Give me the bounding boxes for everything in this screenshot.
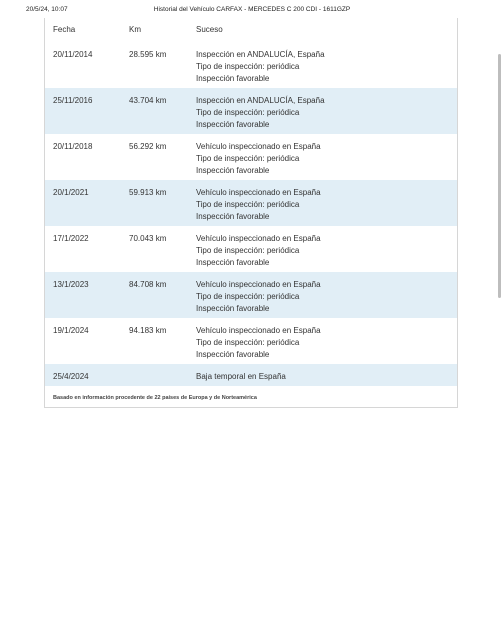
cell-km: 70.043 km xyxy=(129,234,167,243)
cell-suceso xyxy=(196,371,286,383)
cell-suceso xyxy=(196,325,321,361)
cell-suceso xyxy=(196,141,321,177)
header-km: Km xyxy=(129,25,141,34)
suceso-line: Tipo de inspección: periódica xyxy=(196,108,300,117)
suceso-line: Inspección favorable xyxy=(196,350,270,359)
cell-fecha: 25/4/2024 xyxy=(53,372,89,381)
cell-km: 94.183 km xyxy=(129,326,167,335)
suceso-line: Vehículo inspeccionado en España xyxy=(196,280,321,289)
cell-fecha: 13/1/2023 xyxy=(53,280,89,289)
table-row xyxy=(45,88,457,134)
suceso-line: Inspección favorable xyxy=(196,120,270,129)
history-table xyxy=(44,18,458,408)
cell-fecha: 19/1/2024 xyxy=(53,326,89,335)
suceso-line: Inspección favorable xyxy=(196,74,270,83)
suceso-line: Vehículo inspeccionado en España xyxy=(196,234,321,243)
cell-suceso xyxy=(196,95,325,131)
cell-fecha: 20/11/2014 xyxy=(53,50,93,59)
cell-fecha: 17/1/2022 xyxy=(53,234,89,243)
suceso-line: Tipo de inspección: periódica xyxy=(196,62,300,71)
cell-suceso xyxy=(196,233,321,269)
suceso-line: Inspección favorable xyxy=(196,166,270,175)
suceso-line: Inspección favorable xyxy=(196,212,270,221)
scrollbar[interactable] xyxy=(498,54,501,298)
cell-km: 43.704 km xyxy=(129,96,167,105)
suceso-line: Inspección en ANDALUCÍA, España xyxy=(196,96,325,105)
table-row xyxy=(45,364,457,386)
print-datetime: 20/5/24, 10:07 xyxy=(26,6,68,13)
table-row xyxy=(45,42,457,88)
cell-fecha: 25/11/2016 xyxy=(53,96,93,105)
suceso-line: Inspección favorable xyxy=(196,304,270,313)
cell-km: 56.292 km xyxy=(129,142,167,151)
cell-km: 59.913 km xyxy=(129,188,167,197)
suceso-line: Inspección favorable xyxy=(196,258,270,267)
suceso-line: Tipo de inspección: periódica xyxy=(196,246,300,255)
cell-fecha: 20/1/2021 xyxy=(53,188,89,197)
print-title: Historial del Vehículo CARFAX - MERCEDES C 200 CDI - 1611GZP xyxy=(153,6,351,13)
table-row xyxy=(45,226,457,272)
table-row xyxy=(45,180,457,226)
print-header xyxy=(0,6,504,18)
suceso-line: Tipo de inspección: periódica xyxy=(196,200,300,209)
table-header xyxy=(45,18,457,42)
cell-km: 84.708 km xyxy=(129,280,167,289)
footnote: Basado en información procedente de 22 países de Europa y de Norteamérica xyxy=(53,395,257,401)
suceso-line: Vehículo inspeccionado en España xyxy=(196,188,321,197)
header-fecha: Fecha xyxy=(53,25,76,34)
cell-km: 28.595 km xyxy=(129,50,167,59)
suceso-line: Vehículo inspeccionado en España xyxy=(196,326,321,335)
suceso-line: Baja temporal en España xyxy=(196,372,286,381)
table-body xyxy=(45,42,457,386)
cell-suceso xyxy=(196,49,325,85)
suceso-line: Tipo de inspección: periódica xyxy=(196,338,300,347)
suceso-line: Tipo de inspección: periódica xyxy=(196,154,300,163)
cell-fecha: 20/11/2018 xyxy=(53,142,93,151)
suceso-line: Inspección en ANDALUCÍA, España xyxy=(196,50,325,59)
table-row xyxy=(45,272,457,318)
header-suceso: Suceso xyxy=(196,25,223,34)
suceso-line: Vehículo inspeccionado en España xyxy=(196,142,321,151)
cell-suceso xyxy=(196,279,321,315)
cell-suceso xyxy=(196,187,321,223)
suceso-line: Tipo de inspección: periódica xyxy=(196,292,300,301)
table-row xyxy=(45,134,457,180)
table-row xyxy=(45,318,457,364)
